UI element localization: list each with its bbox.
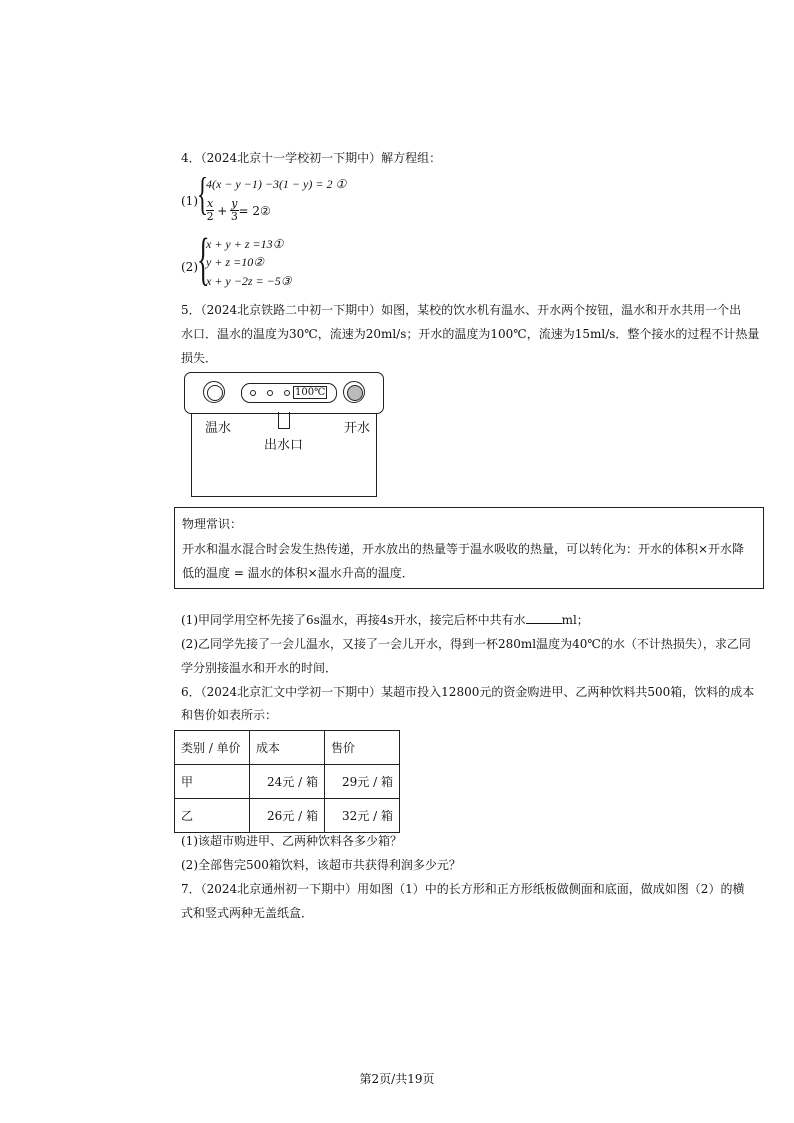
q4-frac2-den: 3: [230, 210, 238, 223]
temperature-display: 100℃: [295, 387, 326, 398]
q6-sub1: (1)该超市购进甲、乙两种饮料各多少箱？: [181, 834, 402, 848]
outlet-label: 出水口: [264, 438, 304, 453]
q5-sub1-text: (1)甲同学用空杯先接了6s温水，再接4s开水，接完后杯中共有水: [181, 613, 526, 627]
price-table: [174, 730, 400, 833]
q7-line1: 7．（2024北京通州初一下期中）用如图（1）中的长方形和正方形纸板做侧面和底面，做成如图（2）的横: [181, 882, 745, 896]
hot-water-label: 开水: [344, 421, 371, 436]
table-header: 售价: [325, 731, 400, 765]
indicator-dot-2: [267, 390, 273, 396]
outlet-nozzle: [278, 412, 290, 429]
warm-water-label: 温水: [205, 421, 232, 436]
physics-title: 物理常识：: [182, 517, 243, 531]
q4-part2-eq2: y + z =10②: [206, 255, 264, 269]
physics-note-box: [174, 507, 764, 589]
q6-line2: 和售价如表所示：: [181, 708, 278, 722]
q6-sub2: (2)全部售完500箱饮料，该超市共获得利润多少元？: [181, 858, 461, 872]
indicator-dot-3: [284, 390, 290, 396]
q5-sub2-line2: 学分别接温水和开水的时间．: [181, 661, 338, 675]
q4-frac1-den: 2: [206, 210, 214, 223]
table-row: [175, 799, 400, 833]
q4-frac1: [206, 198, 214, 223]
table-cell: 乙: [175, 799, 250, 833]
q4-title: 4．（2024北京十一学校初一下期中）解方程组：: [181, 151, 442, 165]
table-cell: 29元 / 箱: [325, 765, 400, 799]
table-header-row: [175, 731, 400, 765]
physics-line2: 低的温度 = 温水的体积×温水升高的温度．: [182, 566, 414, 580]
q7-line2: 式和竖式两种无盖纸盒．: [181, 906, 314, 920]
q4-frac1-num: x: [207, 197, 214, 210]
table-header: 成本: [250, 731, 325, 765]
q4-part1-eq2-tail: = 2②: [238, 203, 271, 218]
indicator-dot-1: [250, 390, 256, 396]
water-machine-figure: [184, 372, 384, 498]
physics-line1: 开水和温水混合时会发生热传递，开水放出的热量等于温水吸收的热量，可以转化为：开水的体积×开水降: [182, 542, 745, 556]
q4-part1-eq2: [206, 198, 271, 223]
q4-part2-label: (2): [181, 260, 198, 274]
q6-line1: 6．（2024北京汇文中学初一下期中）某超市投入12800元的资金购进甲、乙两种饮料共500箱，饮料的成本: [181, 685, 755, 699]
table-row: [175, 765, 400, 799]
table-cell: 26元 / 箱: [250, 799, 325, 833]
table-header: 类别 / 单价: [175, 731, 250, 765]
q4-part2-eq1: x + y + z =13①: [206, 237, 284, 251]
table-cell: 甲: [175, 765, 250, 799]
control-strip: [241, 383, 337, 403]
page-footer: 第2页/共19页: [359, 1072, 435, 1086]
q5-line2: 水口．温水的温度为30℃，流速为20ml/s；开水的温度为100℃，流速为15ml/s．整个接水的过程不计热量: [181, 327, 760, 341]
table-cell: 32元 / 箱: [325, 799, 400, 833]
q4-plus: +: [217, 203, 228, 218]
table-cell: 24元 / 箱: [250, 765, 325, 799]
answer-blank[interactable]: [526, 612, 562, 624]
warm-water-button[interactable]: [203, 381, 225, 403]
q5-line3: 损失．: [181, 351, 218, 365]
q4-part2-brace: {: [197, 226, 210, 291]
warm-button-inner: [207, 385, 223, 401]
q5-line1: 5．（2024北京铁路二中初一下期中）如图，某校的饮水机有温水、开水两个按钮，温水和开水共用一个出: [181, 303, 742, 317]
q4-frac2-num: y: [231, 197, 238, 210]
q5-sub2-line1: (2)乙同学先接了一会儿温水，又接了一会儿开水，得到一杯280ml温度为40℃的水（不计热损失），求乙同: [181, 637, 751, 651]
q4-part1-label: (1): [181, 194, 198, 208]
q4-part1-eq1: 4(x − y −1) −3(1 − y) = 2 ①: [206, 177, 347, 191]
q4-part1-brace: {: [197, 168, 209, 219]
hot-button-inner: [347, 385, 363, 401]
q4-frac2: [230, 198, 238, 223]
hot-water-button[interactable]: [343, 381, 365, 403]
q4-part2-eq3: x + y −2z = −5③: [206, 274, 292, 288]
q5-sub1: [181, 612, 589, 628]
q5-sub1-unit: ml；: [561, 613, 589, 627]
